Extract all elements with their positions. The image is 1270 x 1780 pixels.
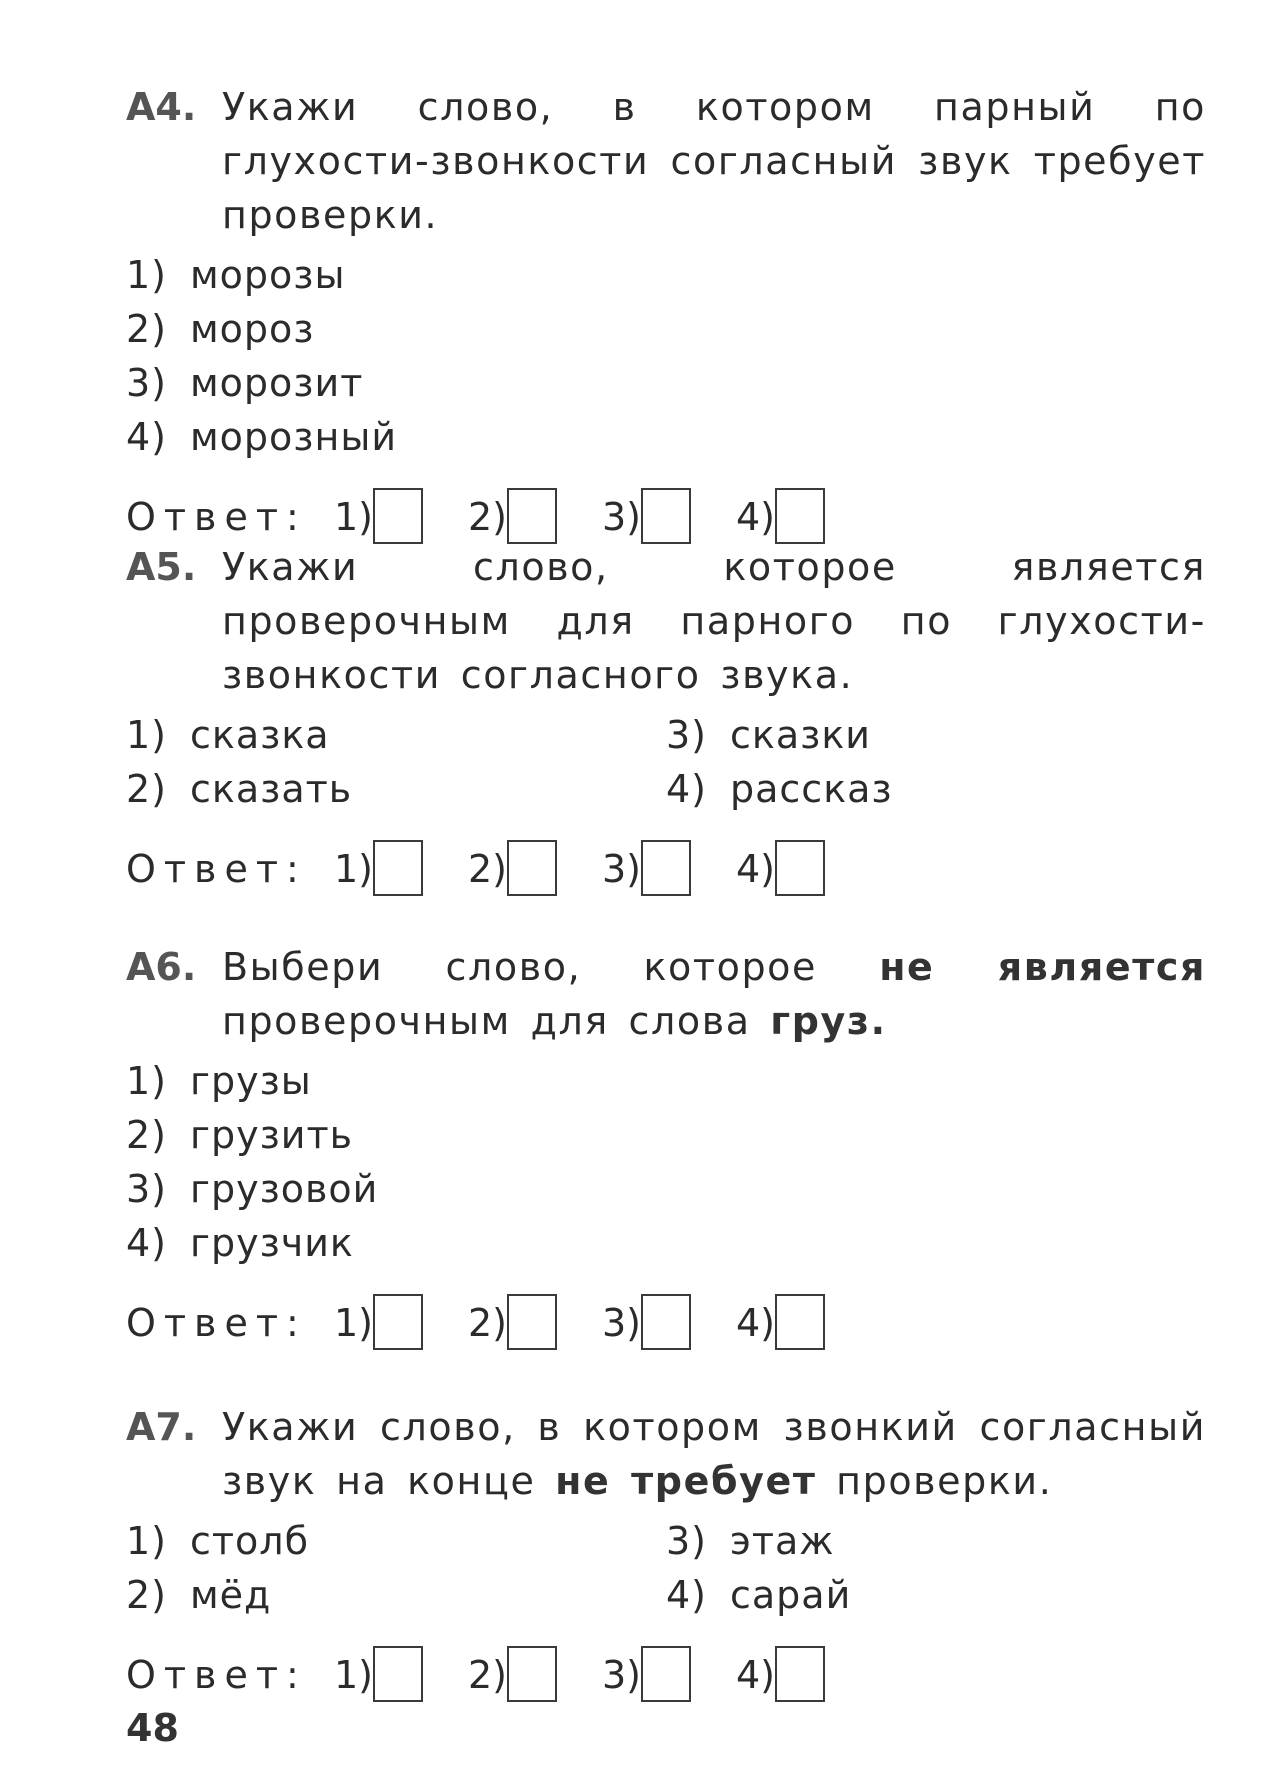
answer-option-number: 2) [468,1653,508,1697]
answer-row [126,1644,1206,1706]
option-word: грузовой [190,1167,379,1211]
page-number: 48 [126,1706,179,1750]
option-word: грузить [190,1113,354,1157]
answer-checkbox-1[interactable] [373,840,423,896]
question-text [222,940,1206,1048]
answer-option-number: 1) [334,1653,374,1697]
question-text-part: проверочным для слова [222,999,771,1043]
answer-option-number: 1) [334,1301,374,1345]
option-word: грузы [190,1059,312,1103]
option-word: сарай [730,1573,852,1617]
answer-option-number: 1) [334,847,374,891]
answer-option-number: 2) [468,495,508,539]
option-number: 3) [666,1519,708,1563]
answer-row [126,486,1206,548]
question-number: А5. [126,545,197,589]
answer-option-number: 1) [334,495,374,539]
option-item [126,302,1206,356]
option-number: 4) [126,1221,168,1265]
answer-option-1 [334,1292,423,1354]
answer-option-2 [468,486,557,548]
answer-checkbox-4[interactable] [775,488,825,544]
answer-checkbox-3[interactable] [641,840,691,896]
option-word: сказать [190,767,353,811]
option-item [666,1568,1206,1622]
answer-checkbox-1[interactable] [373,1294,423,1350]
option-word: морозит [190,361,364,405]
option-word: грузчик [190,1221,354,1265]
option-item [666,762,1206,816]
answer-label: Ответ: [126,847,307,891]
option-number: 4) [126,415,168,459]
question-text-part: Выбери слово, которое [222,945,880,989]
question-number: А6. [126,945,197,989]
options-list [126,1054,1206,1270]
option-number: 4) [666,767,708,811]
question-number: А4. [126,85,197,129]
task-a5 [126,540,1206,900]
answer-option-number: 3) [602,495,642,539]
option-word: морозы [190,253,346,297]
option-item [666,708,1206,762]
option-item [126,1108,1206,1162]
option-number: 1) [126,1059,168,1103]
question [126,540,1206,702]
option-item [126,356,1206,410]
answer-checkbox-4[interactable] [775,1294,825,1350]
options-grid [126,708,1206,816]
option-word: морозный [190,415,398,459]
option-item [126,1216,1206,1270]
option-number: 2) [126,307,168,351]
question-text-part: Укажи слово, в котором звонкий согласный звук на конце [222,1405,1206,1503]
option-number: 3) [126,361,168,405]
answer-row [126,838,1206,900]
answer-label: Ответ: [126,1653,307,1697]
option-item [126,1162,1206,1216]
answer-checkbox-4[interactable] [775,1646,825,1702]
answer-option-1 [334,1644,423,1706]
answer-option-number: 4) [736,1301,776,1345]
question-emphasis: не является [879,945,1206,989]
question-number: А7. [126,1405,197,1449]
option-item [126,1054,1206,1108]
option-item [126,410,1206,464]
answer-option-number: 4) [736,1653,776,1697]
answer-option-4 [736,1292,825,1354]
answer-option-number: 3) [602,847,642,891]
option-item [126,762,666,816]
options-grid [126,1514,1206,1622]
answer-checkbox-3[interactable] [641,1294,691,1350]
option-number: 1) [126,253,168,297]
option-word: мёд [190,1573,272,1617]
answer-option-1 [334,486,423,548]
answer-option-4 [736,1644,825,1706]
answer-option-3 [602,486,691,548]
answer-label: Ответ: [126,495,307,539]
question-emphasis: не требует [555,1459,817,1503]
answer-option-3 [602,1292,691,1354]
question-text [222,1400,1206,1508]
answer-checkbox-1[interactable] [373,488,423,544]
question-text: Укажи слово, которое является проверочным для парного по глухости-звонкости согласного звука. [222,545,1206,697]
answer-option-number: 4) [736,847,776,891]
answer-option-4 [736,838,825,900]
answer-checkbox-2[interactable] [507,1646,557,1702]
option-number: 1) [126,1519,168,1563]
answer-label: Ответ: [126,1301,307,1345]
answer-checkbox-2[interactable] [507,840,557,896]
answer-option-3 [602,838,691,900]
question [126,80,1206,242]
option-number: 2) [126,1113,168,1157]
option-number: 2) [126,767,168,811]
answer-row [126,1292,1206,1354]
option-item [126,1514,666,1568]
answer-checkbox-3[interactable] [641,488,691,544]
answer-option-2 [468,1644,557,1706]
answer-option-number: 4) [736,495,776,539]
options-list [126,248,1206,464]
task-a4 [126,80,1206,548]
answer-option-number: 3) [602,1301,642,1345]
option-item [126,248,1206,302]
option-number: 3) [126,1167,168,1211]
question-text-part: . [870,999,887,1043]
option-word: этаж [730,1519,835,1563]
answer-option-2 [468,1292,557,1354]
question-text-part: проверки. [816,1459,1053,1503]
question [126,1400,1206,1508]
option-word: рассказ [730,767,893,811]
answer-checkbox-1[interactable] [373,1646,423,1702]
option-number: 2) [126,1573,168,1617]
task-a7 [126,1400,1206,1706]
answer-checkbox-4[interactable] [775,840,825,896]
option-item [126,1568,666,1622]
option-number: 1) [126,713,168,757]
answer-option-4 [736,486,825,548]
answer-option-number: 2) [468,1301,508,1345]
question-text: Укажи слово, в котором парный по глухости-звонкости согласный звук требует проверки. [222,85,1206,237]
option-item [666,1514,1206,1568]
option-item [126,708,666,762]
answer-option-3 [602,1644,691,1706]
answer-option-2 [468,838,557,900]
answer-checkbox-2[interactable] [507,1294,557,1350]
option-number: 3) [666,713,708,757]
option-word: сказки [730,713,871,757]
answer-checkbox-2[interactable] [507,488,557,544]
answer-option-1 [334,838,423,900]
answer-option-number: 3) [602,1653,642,1697]
question [126,940,1206,1048]
task-a6 [126,940,1206,1354]
answer-option-number: 2) [468,847,508,891]
question-emphasis: груз [770,999,871,1043]
option-word: мороз [190,307,315,351]
option-word: столб [190,1519,309,1563]
option-word: сказка [190,713,330,757]
answer-checkbox-3[interactable] [641,1646,691,1702]
option-number: 4) [666,1573,708,1617]
